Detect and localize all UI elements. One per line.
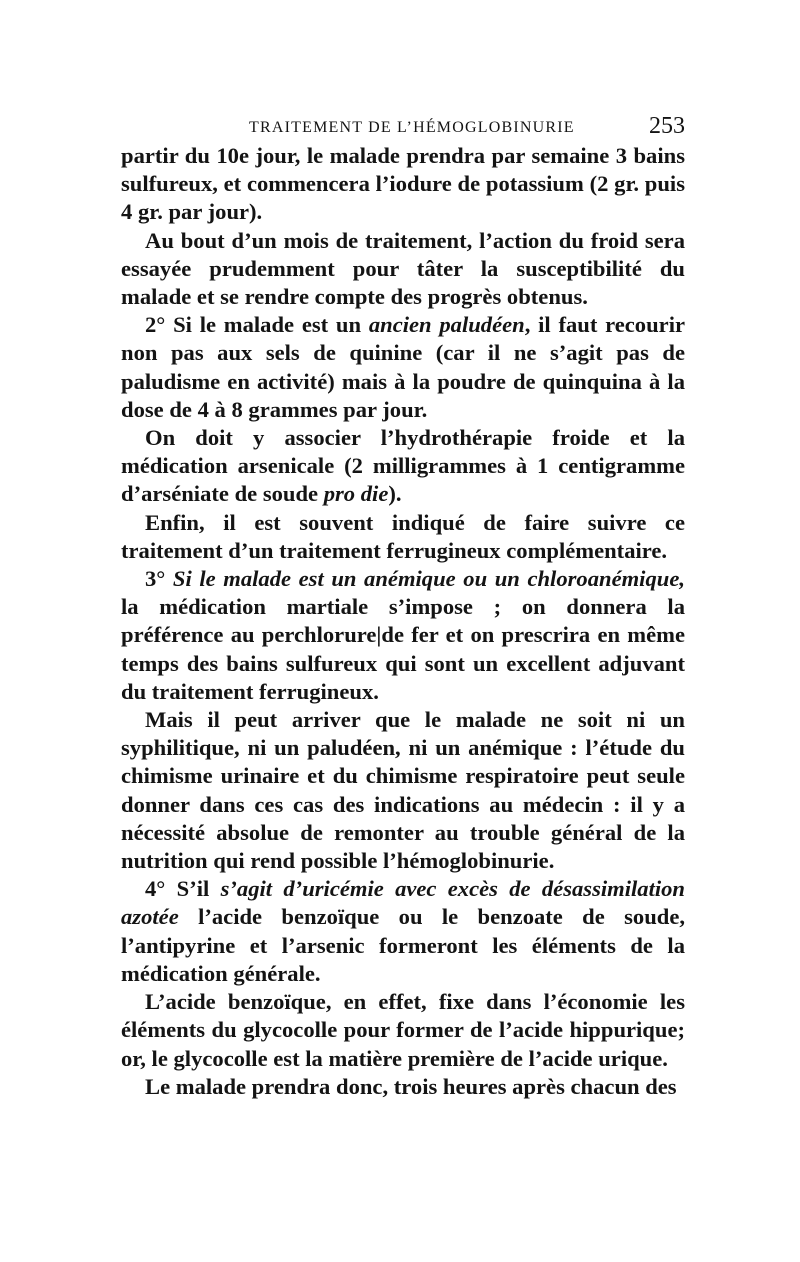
running-title: TRAITEMENT DE L’HÉMOGLOBINURIE — [249, 119, 575, 136]
running-header — [121, 112, 685, 142]
paragraph-arsenic: On doit y associer l’hydrothérapie froide et la médication arsenicale (2 milligrammes à 1 centigramme d’arséniate de soude pro die). — [121, 425, 685, 507]
italic-phrase: ancien paludéen — [368, 312, 525, 338]
paragraph-continuation: partir du 10e jour, le malade prendra par semaine 3 bains sulfureux, et commencera l’iodure de potassium (2 gr. puis 4 gr. par jour). — [121, 143, 685, 225]
paragraph-chimisme: Mais il peut arriver que le malade ne soit ni un syphilitique, ni un paludéen, ni un anémique : l’étude du chimisme urinaire et du chimisme respiratoire peut seule donner dans ces cas des indications au médecin : il y a nécessité absolue de remonter au trouble général de la nutrition qui rend possible l’hémoglobinurie. — [121, 707, 685, 874]
italic-phrase: s’agit d’uricémie avec excès de désassimilation azotée — [121, 876, 685, 930]
page-number: 253 — [649, 113, 685, 139]
paragraph-anemique: 3° Si le malade est un anémique ou un chloroanémique, la médication martiale s’impose ; on donnera la préférence au perchlorure|de fer et on prescrira en même temps des bains sulfureux qui sont un excellent adjuvant du traitement ferrugineux. — [121, 566, 685, 704]
italic-phrase: pro die — [323, 481, 389, 507]
paragraph-ferrugineux: Enfin, il est souvent indiqué de faire suivre ce traitement d’un traitement ferrugineux complémentaire. — [121, 509, 685, 563]
paragraph-paludeen: 2° Si le malade est un ancien paludéen, il faut recourir non pas aux sels de quinine (car il ne s’agit pas de paludisme en activité) mais à la poudre de quinquina à la dose de 4 à 8 grammes par jour. — [121, 312, 686, 422]
paragraph-dosage: Le malade prendra donc, trois heures après chacun des — [145, 1073, 677, 1099]
book-page — [121, 112, 685, 1101]
italic-phrase: Si le malade est un anémique ou un chloroanémique, — [165, 566, 685, 592]
item-number: 3° — [145, 566, 166, 592]
item-number: 2° — [145, 312, 166, 338]
item-number: 4° — [145, 876, 166, 902]
body-text — [121, 142, 685, 1101]
paragraph-cold-treatment: Au bout d’un mois de traitement, l’action du froid sera essayée prudemment pour tâter la susceptibilité du malade et se rendre compte des progrès obtenus. — [121, 227, 685, 310]
paragraph-uricemie: 4° S’il s’agit d’uricémie avec excès de désassimilation azotée l’acide benzoïque ou le benzoate de soude, l’antipyrine et l’arsenic formeront les éléments de la médication générale. — [121, 876, 685, 986]
paragraph-acide-benzoique: L’acide benzoïque, en effet, fixe dans l’économie les éléments du glycocolle pour former de l’acide hippurique; or, le glycocolle est la matière première de l’acide urique. — [121, 989, 685, 1071]
